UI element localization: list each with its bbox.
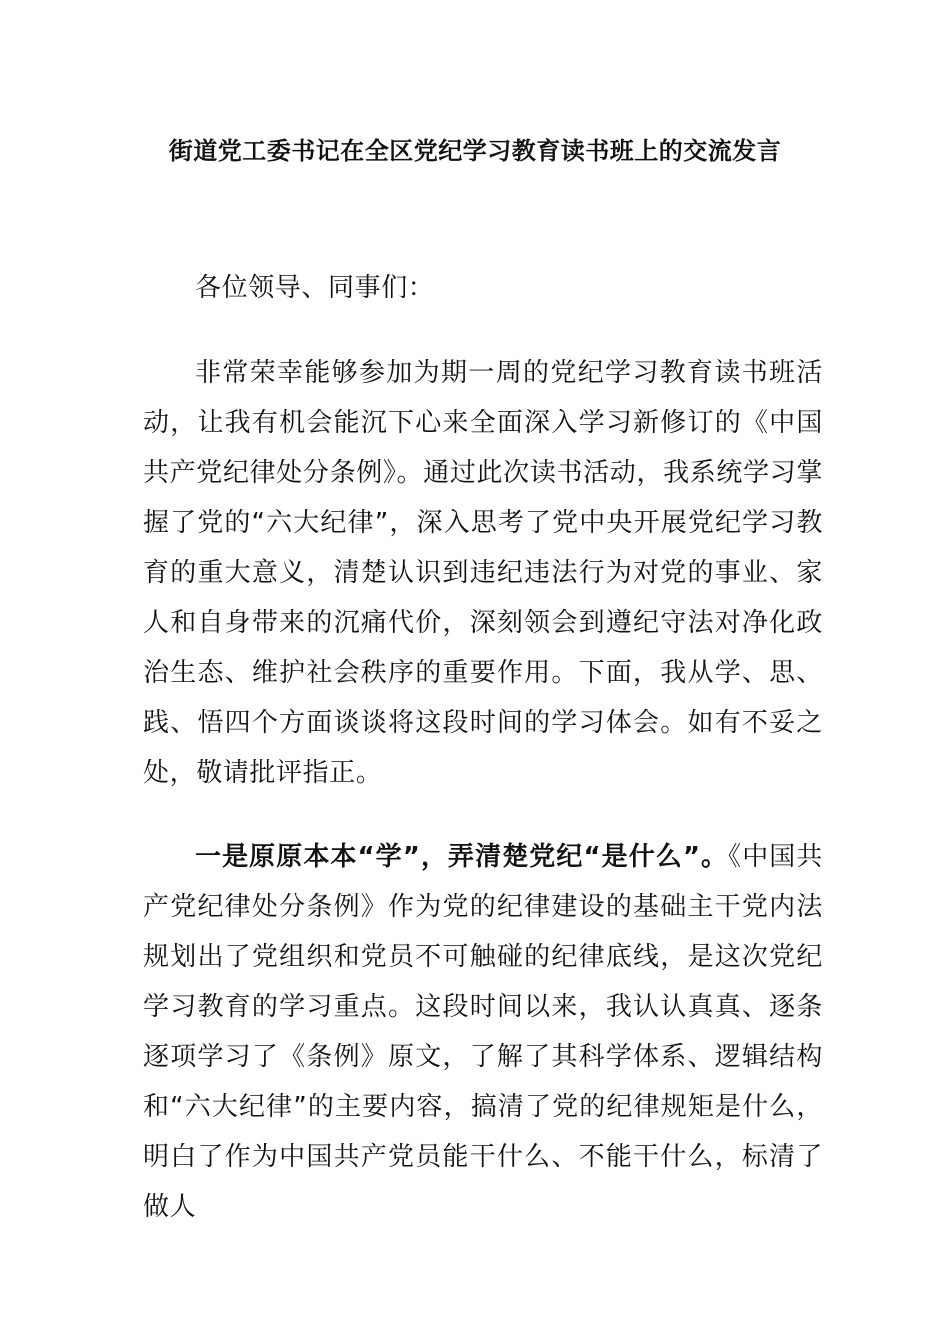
document-title: 街道党工委书记在全区党纪学习教育读书班上的交流发言 bbox=[168, 137, 782, 165]
paragraph-lead: 一是原原本本“学”，弄清楚党纪“是什么”。 bbox=[195, 842, 729, 872]
paragraph-study bbox=[143, 832, 823, 1232]
paragraph-body: 《中国共产党纪律处分条例》作为党的纪律建设的基础主干党内法规划出了党组织和党员不可触碰的纪律底线，是这次党纪学习教育的学习重点。这段时间以来，我认认真真、逐条逐项学习了《条例》原文，了解了其科学体系、逻辑结构和“六大纪律”的主要内容，搞清了党的纪律规矩是什么，明白了作为中国共产党员能干什么、不能干什么，标清了做人 bbox=[143, 842, 823, 1222]
greeting: 各位领导、同事们： bbox=[195, 273, 435, 303]
paragraph-intro: 非常荣幸能够参加为期一周的党纪学习教育读书班活动，让我有机会能沉下心来全面深入学习新修订的《中国共产党纪律处分条例》。通过此次读书活动，我系统学习掌握了党的“六大纪律”，深入思考了党中央开展党纪学习教育的重大意义，清楚认识到违纪违法行为对党的事业、家人和自身带来的沉痛代价，深刻领会到遵纪守法对净化政治生态、维护社会秩序的重要作用。下面，我从学、思、践、悟四个方面谈谈将这段时间的学习体会。如有不妥之处，敬请批评指正。 bbox=[143, 358, 823, 788]
